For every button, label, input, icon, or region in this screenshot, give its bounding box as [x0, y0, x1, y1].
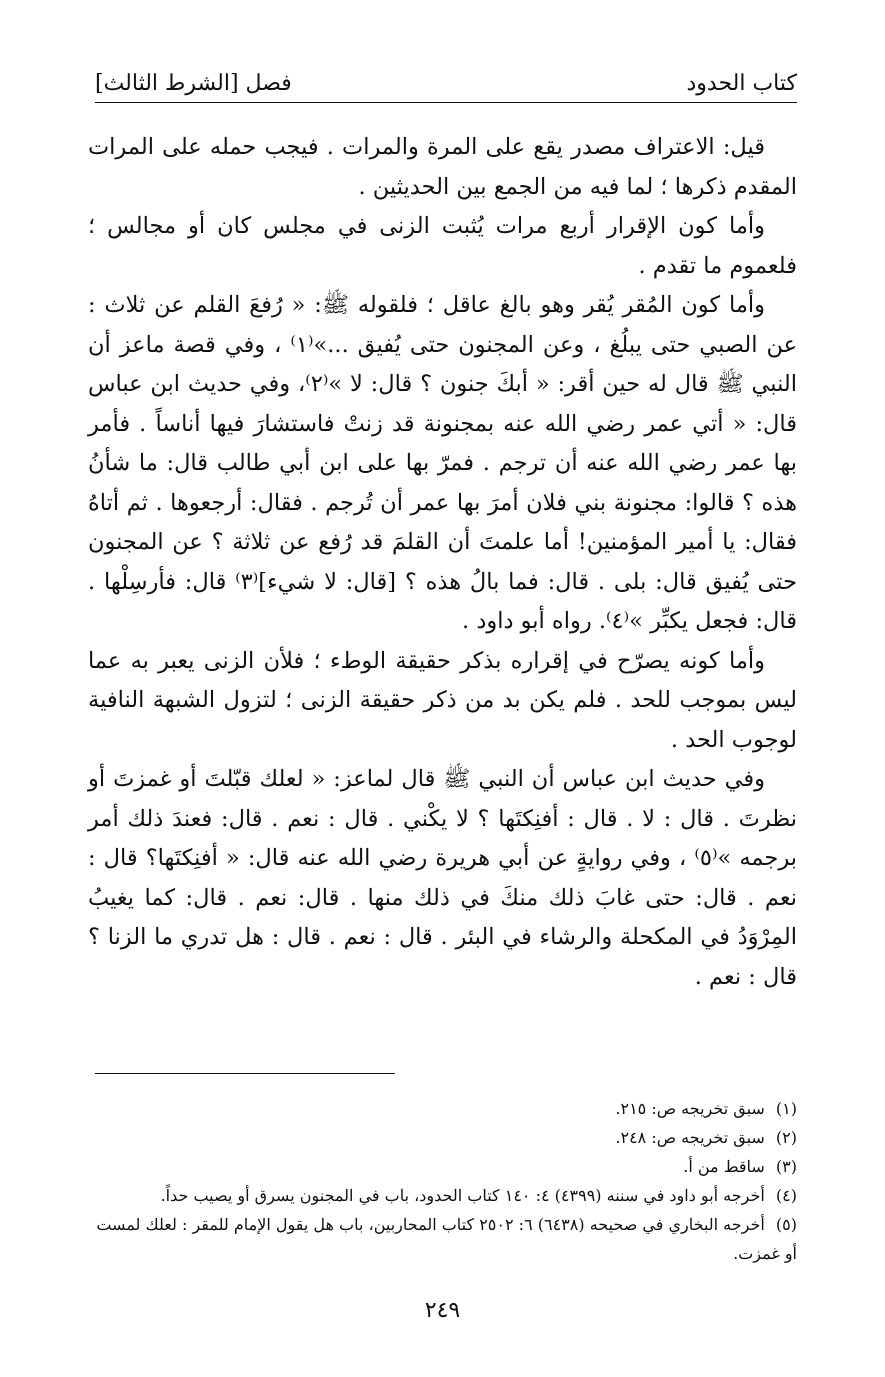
footnote-number: (١) [775, 1099, 797, 1118]
main-text [88, 128, 797, 997]
paragraph: وفي حديث ابن عباس أن النبي ﷺ قال لماعز: « لعلك قبّلتَ أو غمزتَ أو نظرتَ . قال : لا . قال : أفنِكتَها ؟ لا يكْني . قال : نعم . قال: فعندَ ذلك أمر برجمه »⁽٥⁾ ، وفي روايةٍ عن أبي هريرة رضي الله عنه قال: « أفنِكتَها؟ قال : نعم . قال: حتى غابَ ذلك منكَ في ذلك منها . قال: نعم . قال: كما يغيبُ المِرْوَدُ في المكحلة والرشاء في البئر . قال : نعم . قال : هل تدري ما الزنا ؟ قال : نعم . [88, 766, 798, 990]
footnote-number: (٤) [775, 1186, 797, 1205]
footnote [88, 1123, 797, 1152]
paragraph: قيل: الاعتراف مصدر يقع على المرة والمرات . فيجب حمله على المرات المقدم ذكرها ؛ لما فيه من الجمع بين الحديثين . [88, 134, 797, 200]
footnote-text: أخرجه البخاري في صحيحه (٦٤٣٨) ٦: ٢٥٠٢ كتاب المحاربين، باب هل يقول الإمام للمقر : لعلك لمست أو غمزت. [96, 1215, 797, 1263]
footnote [88, 1181, 797, 1210]
footnote-separator [95, 1073, 395, 1074]
paragraph: وأما كونه يصرّح في إقراره بذكر حقيقة الوطء ؛ فلأن الزنى يعبر به عما ليس بموجب للحد . فلم يكن بد من ذكر حقيقة الزنى ؛ لتزول الشبهة النافية لوجوب الحد . [88, 647, 797, 753]
footnote-number: (٢) [775, 1128, 797, 1147]
paragraph: وأما كون الإقرار أربع مرات يُثبت الزنى في مجلس كان أو مجالس ؛ فلعموم ما تقدم . [88, 213, 797, 279]
footnote-text: أخرجه أبو داود في سننه (٤٣٩٩) ٤: ١٤٠ كتاب الحدود، باب في المجنون يسرق أو يصيب حداً. [160, 1186, 765, 1205]
page-number: ٢٤٩ [424, 1298, 461, 1323]
section-title: فصل [الشرط الثالث] [95, 71, 292, 96]
footnote [88, 1094, 797, 1123]
footnotes [88, 1094, 797, 1268]
paragraph: وأما كون المُقر يُقر وهو بالغ عاقل ؛ فلقوله ﷺ: « رُفعَ القلم عن ثلاث : عن الصبي حتى يبلُغ ، وعن المجنون حتى يُفيق ...»⁽١⁾ ، وفي قصة ماعز أن النبي ﷺ قال له حين أقر: « أبكَ جنون ؟ قال: لا »⁽٢⁾، وفي حديث ابن عباس قال: « أتي عمر رضي الله عنه بمجنونة قد زنتْ فاستشارَ فيها أناساً . فأمر بها عمر رضي الله عنه أن ترجم . فمرّ بها على ابن أبي طالب قال: ما شأنُ هذه ؟ قالوا: مجنونة بني فلان أمرَ بها عمر أن تُرجم . فقال: أرجعوها . ثم أتاهُ فقال: يا أمير المؤمنين! أما علمتَ أن القلمَ قد رُفع عن ثلاثة ؟ عن المجنون حتى يُفيق قال: بلى . قال: فما بالُ هذه ؟ [قال: لا شيء]⁽٣⁾ قال: فأرسِلْها . قال: فجعل يكبِّر »⁽٤⁾. رواه أبو داود . [88, 292, 797, 634]
running-header [95, 52, 797, 103]
footnote-text: سبق تخريجه ص: ٢١٥. [615, 1099, 765, 1118]
footnote [88, 1210, 797, 1268]
book-title: كتاب الحدود [686, 71, 797, 96]
footnote-number: (٣) [775, 1157, 797, 1176]
footnote [88, 1152, 797, 1181]
footnote-text: سبق تخريجه ص: ٢٤٨. [615, 1128, 765, 1147]
footnote-number: (٥) [775, 1215, 797, 1234]
footnote-text: ساقط من أ. [683, 1157, 765, 1176]
